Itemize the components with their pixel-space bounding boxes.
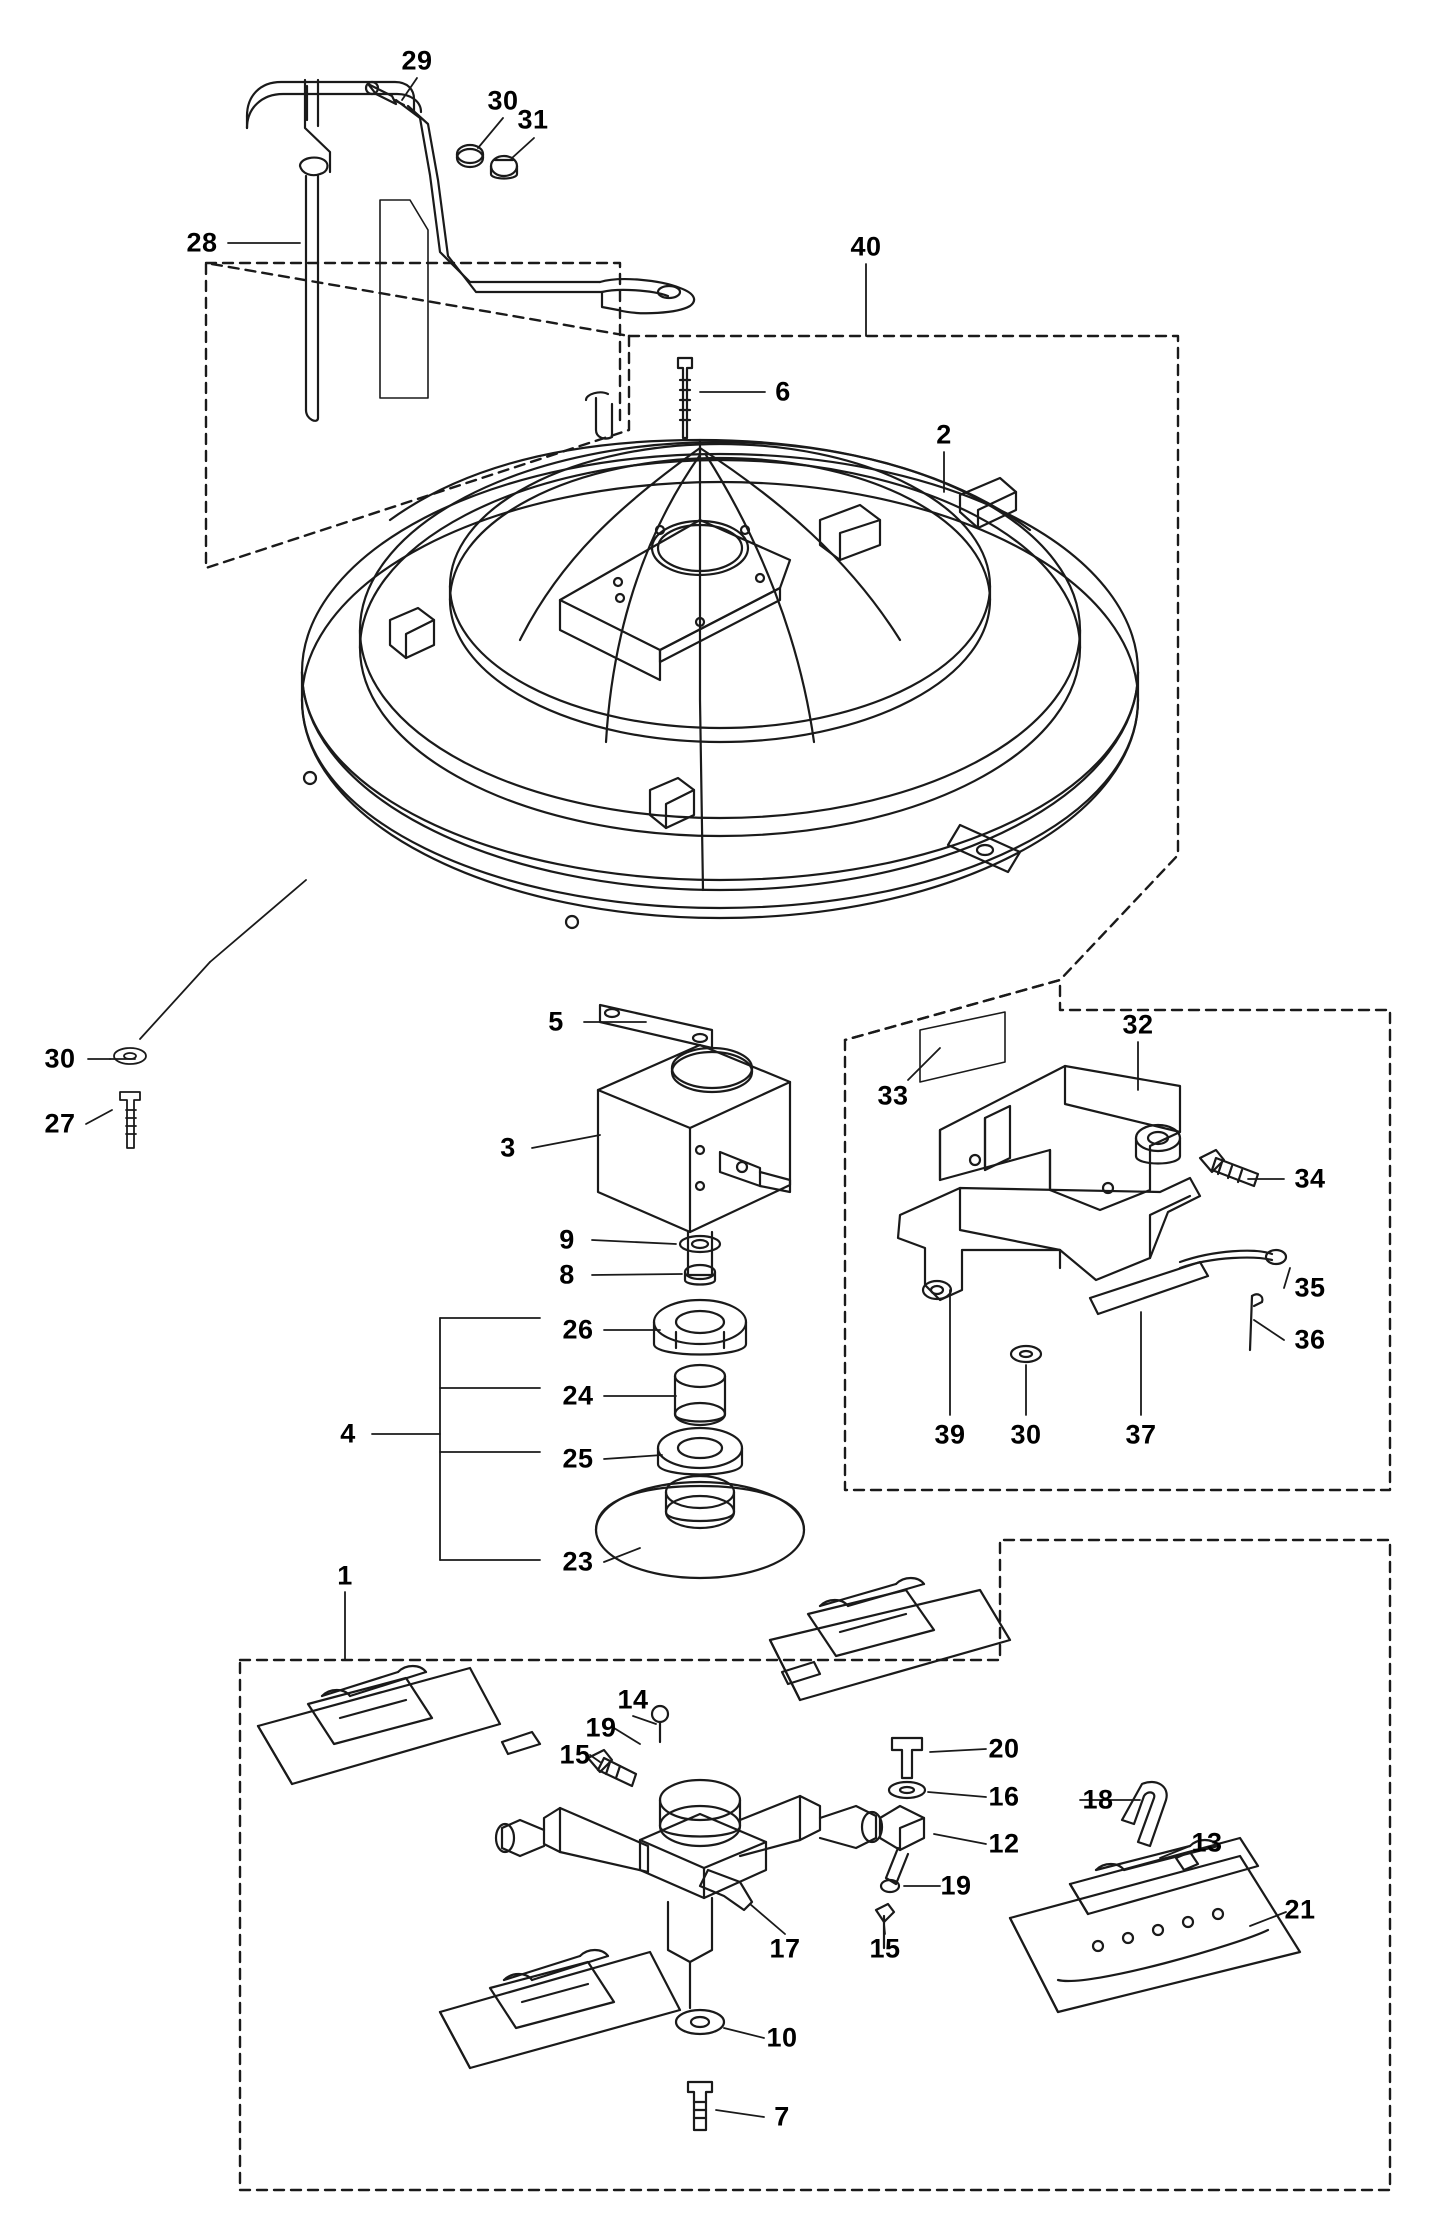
callout-28: 28 (186, 227, 218, 258)
callout-24: 24 (562, 1380, 594, 1411)
callout-6: 6 (775, 376, 791, 407)
gearbox-assembly (596, 1005, 804, 1578)
callout-32: 32 (1122, 1009, 1154, 1040)
callout-9: 9 (559, 1224, 575, 1255)
callout-18: 18 (1082, 1784, 1114, 1815)
callout-19b: 19 (940, 1870, 972, 1901)
callout-27: 27 (44, 1108, 76, 1139)
callout-12: 12 (988, 1828, 1020, 1859)
callout-3: 3 (500, 1132, 516, 1163)
callout-30b: 30 (44, 1043, 76, 1074)
leader-lines-gearbox (532, 1022, 682, 1562)
callout-8: 8 (559, 1259, 575, 1290)
callout-16: 16 (988, 1781, 1020, 1812)
callout-26: 26 (562, 1314, 594, 1345)
callout-2: 2 (936, 419, 952, 450)
callout-4: 4 (340, 1418, 356, 1449)
callout-33: 33 (877, 1080, 909, 1111)
callout-14: 14 (617, 1684, 649, 1715)
handle-assembly (247, 80, 694, 439)
callout-40: 40 (850, 231, 882, 262)
callout-35: 35 (1294, 1272, 1326, 1303)
leader-lines-blades (345, 1592, 1286, 2117)
group-40-boundary (205, 258, 1178, 1040)
callout-19a: 19 (585, 1712, 617, 1743)
callout-20: 20 (988, 1733, 1020, 1764)
group-1-boundary (240, 1540, 1390, 2190)
callout-39: 39 (934, 1419, 966, 1450)
callout-5: 5 (548, 1006, 564, 1037)
callout-31: 31 (517, 104, 549, 135)
callout-21: 21 (1284, 1894, 1316, 1925)
group-28-boundary (206, 263, 620, 425)
callout-15a: 15 (559, 1739, 591, 1770)
lift-bracket-assembly (898, 1009, 1286, 1362)
callout-36: 36 (1294, 1324, 1326, 1355)
callout-17: 17 (769, 1933, 801, 1964)
callout-10: 10 (766, 2022, 798, 2053)
callout-7: 7 (774, 2101, 790, 2132)
callout-29: 29 (401, 45, 433, 76)
guard-ring (302, 358, 1138, 928)
callout-25: 25 (562, 1443, 594, 1474)
leader-lines-left (86, 880, 306, 1148)
callout-13: 13 (1191, 1827, 1223, 1858)
group-4-bracket (372, 1318, 540, 1560)
callout-30c: 30 (1010, 1419, 1042, 1450)
callout-15b: 15 (869, 1933, 901, 1964)
callout-37: 37 (1125, 1419, 1157, 1450)
callout-23: 23 (562, 1546, 594, 1577)
callout-34: 34 (1294, 1163, 1326, 1194)
leader-lines-bracket (908, 1042, 1290, 1415)
group-32-boundary (845, 980, 1390, 1490)
callout-30a: 30 (487, 85, 519, 116)
callout-1: 1 (337, 1560, 353, 1591)
